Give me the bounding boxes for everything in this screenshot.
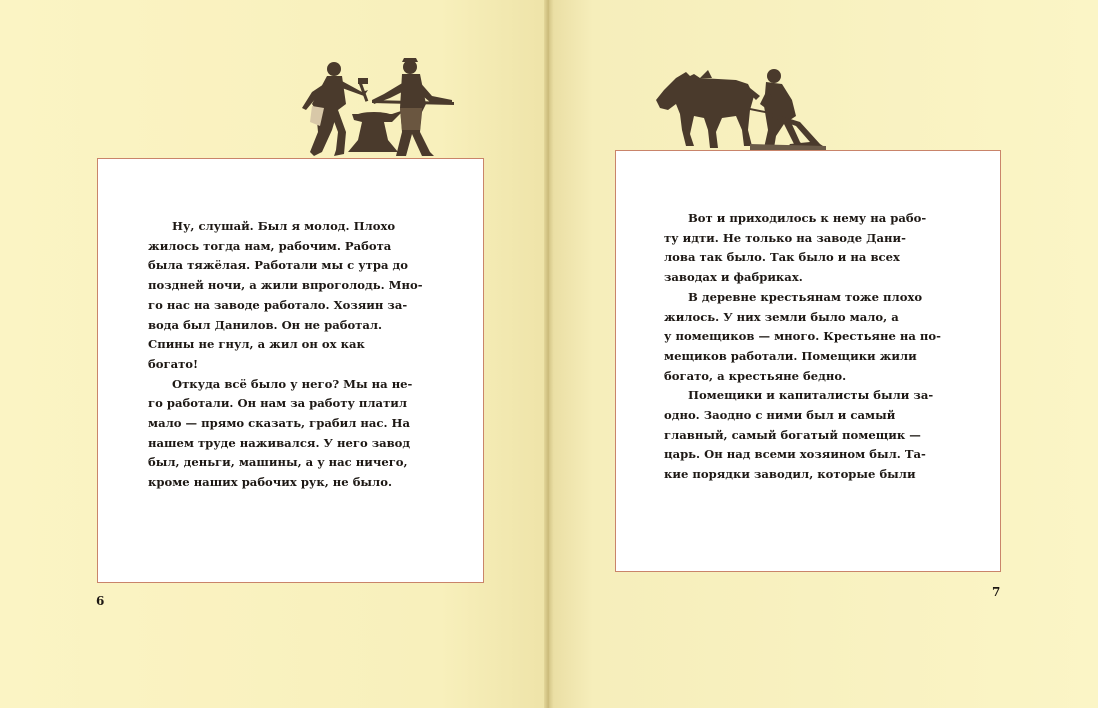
right-text-frame (615, 150, 1001, 572)
text-line: нашем труде наживался. У него завод (148, 435, 411, 450)
text-line: жилось. У них земли было мало, а (664, 309, 899, 324)
text-line: мещиков работали. Помещики жили (664, 348, 917, 363)
text-line: кие порядки заводил, которые были (664, 467, 916, 482)
page-number-right: 7 (992, 585, 1001, 599)
left-text-column (148, 217, 431, 493)
text-line: лова так было. Так было и на всех (664, 250, 900, 265)
text-line: была тяжёлая. Работали мы с утра до (148, 258, 408, 273)
text-line: богато, а крестьяне бедно. (664, 368, 847, 383)
text-line: жилось тогда нам, рабочим. Работа (148, 238, 392, 253)
text-line: го нас на заводе работало. Хозяин за- (148, 297, 408, 312)
ploughman-head (767, 69, 781, 83)
text-line: богато! (148, 356, 199, 371)
text-line: В деревне крестьянам тоже плохо (688, 289, 923, 304)
text-line: мало — прямо сказать, грабил нас. На (148, 416, 410, 431)
page-number-left: 6 (96, 594, 105, 608)
blacksmiths-illustration (272, 52, 462, 160)
text-line: Помещики и капиталисты были за- (688, 388, 934, 403)
smith-right-head (403, 60, 417, 74)
text-line: Откуда всё было у него? Мы на не- (172, 376, 413, 391)
text-line: Ну, слушай. Был я молод. Плохо (172, 219, 396, 233)
ploughman-horse-illustration (650, 60, 832, 152)
left-text-frame (97, 158, 484, 583)
text-line: поздней ночи, а жили впроголодь. Мно- (148, 278, 423, 293)
text-line: ту идти. Не только на заводе Дани- (664, 230, 906, 245)
text-line: Спины не гнул, а жил он ох как (148, 337, 365, 352)
text-line: кроме наших рабочих рук, не было. (148, 475, 392, 490)
text-line: заводах и фабриках. (664, 270, 803, 285)
text-line: го работали. Он нам за работу платил (148, 396, 408, 411)
text-line: Вот и приходилось к нему на рабо- (688, 211, 927, 225)
text-line: главный, самый богатый помещик — (664, 427, 921, 442)
text-line: был, деньги, машины, а у нас ничего, (148, 455, 408, 470)
text-line: царь. Он над всеми хозяином был. Та- (664, 447, 926, 462)
right-text-column (664, 209, 945, 485)
smith-left-head (327, 62, 341, 76)
text-line: одно. Заодно с ними был и самый (664, 408, 896, 423)
book-gutter (544, 0, 554, 708)
text-line: у помещиков — много. Крестьяне на по- (664, 329, 941, 344)
text-line: вода был Данилов. Он не работал. (148, 317, 383, 332)
